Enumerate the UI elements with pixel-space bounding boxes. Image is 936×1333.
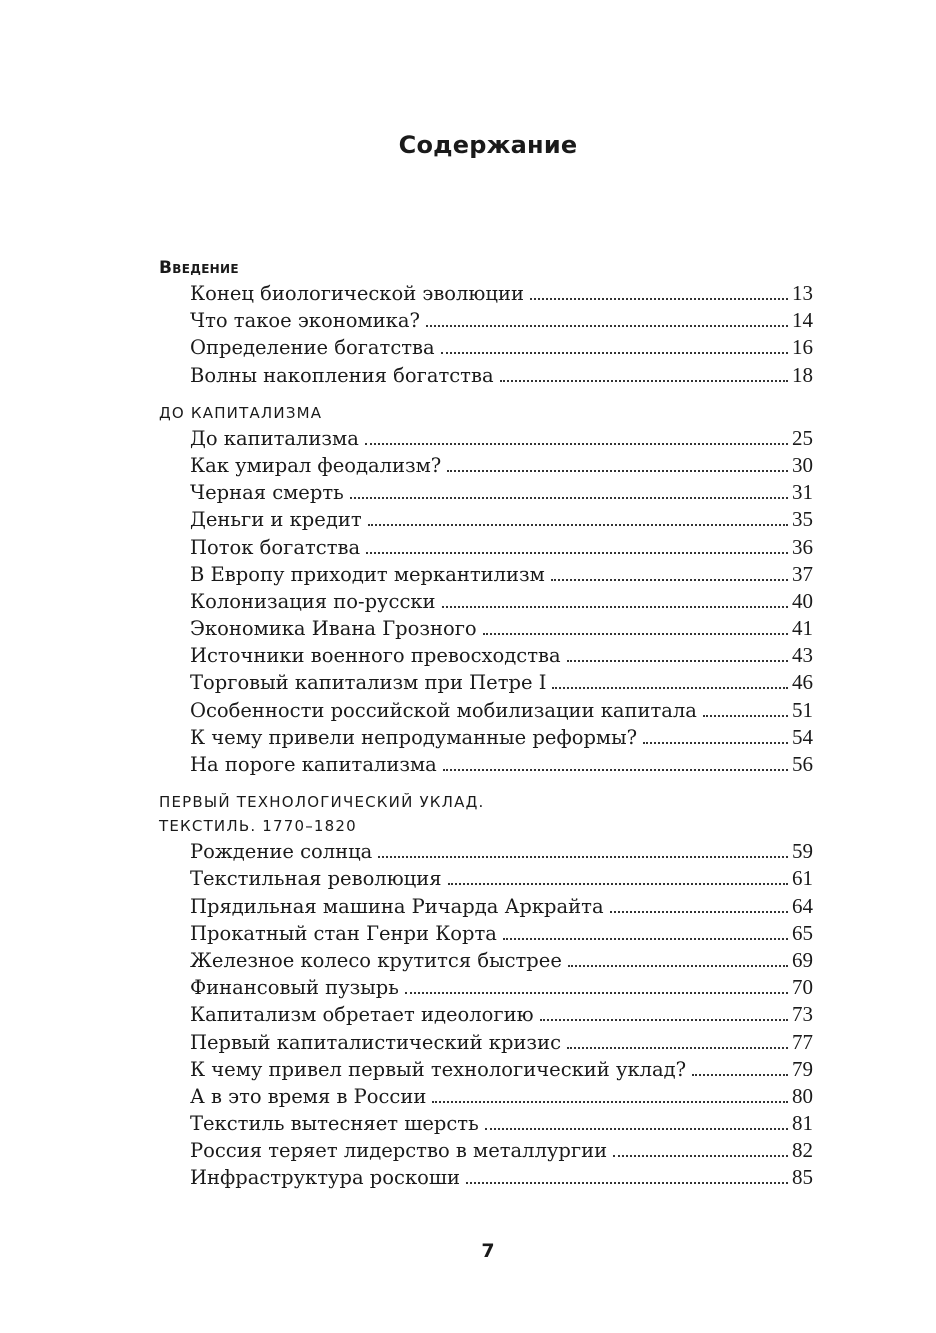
dot-leader bbox=[613, 1155, 788, 1157]
toc-entry-title: Определение богатства bbox=[190, 336, 435, 360]
toc-entry-title: А в это время в России bbox=[190, 1084, 427, 1108]
toc-entry[interactable] bbox=[159, 697, 813, 724]
section-heading-line2: ТЕКСТИЛЬ. 1770–1820 bbox=[159, 817, 357, 836]
dot-leader bbox=[703, 715, 788, 717]
toc-entry[interactable] bbox=[159, 506, 813, 533]
toc-entry-title: Текстиль вытесняет шерсть bbox=[190, 1112, 479, 1136]
toc-entry-page: 85 bbox=[792, 1165, 813, 1190]
toc-entry-title: Колонизация по-русски bbox=[190, 589, 436, 613]
toc-entry-title: Деньги и кредит bbox=[190, 508, 362, 532]
toc-entry[interactable] bbox=[159, 642, 813, 669]
toc-entry[interactable] bbox=[159, 615, 813, 642]
toc-entry-page: 65 bbox=[792, 920, 813, 945]
toc-entry[interactable] bbox=[159, 307, 813, 334]
dot-leader bbox=[448, 883, 788, 885]
toc-entry-title: Черная смерть bbox=[190, 481, 344, 505]
toc-entry-page: 14 bbox=[792, 308, 813, 333]
toc-entry-page: 79 bbox=[792, 1056, 813, 1081]
toc-entry-page: 37 bbox=[792, 561, 813, 586]
toc-entry-title: Рождение солнца bbox=[190, 840, 373, 864]
toc-entry-title: Прядильная машина Ричарда Аркрайта bbox=[190, 894, 604, 918]
dot-leader bbox=[426, 325, 788, 327]
dot-leader bbox=[466, 1182, 788, 1184]
toc-entry-page: 59 bbox=[792, 839, 813, 864]
toc-entry-page: 41 bbox=[792, 616, 813, 641]
toc-entry-page: 13 bbox=[792, 281, 813, 305]
toc-entry-page: 31 bbox=[792, 480, 813, 505]
dot-leader bbox=[530, 298, 788, 300]
section-spacer bbox=[159, 778, 813, 790]
dot-leader bbox=[503, 938, 788, 940]
toc-entry-title: В Европу приходит меркантилизм bbox=[190, 562, 545, 586]
dot-leader bbox=[378, 856, 788, 858]
dot-leader bbox=[568, 965, 788, 967]
toc-entry[interactable] bbox=[159, 669, 813, 696]
toc-entry[interactable] bbox=[159, 893, 813, 920]
toc-entry[interactable] bbox=[159, 1029, 813, 1056]
toc-entry-title: Текстильная революция bbox=[190, 867, 442, 891]
toc-entry-page: 81 bbox=[792, 1111, 813, 1136]
toc-entry[interactable] bbox=[159, 1056, 813, 1083]
toc-entry-page: 46 bbox=[792, 670, 813, 695]
dot-leader bbox=[567, 1047, 788, 1049]
toc-entry-page: 80 bbox=[792, 1083, 813, 1108]
toc-entry-page: 54 bbox=[792, 724, 813, 749]
dot-leader bbox=[610, 911, 788, 913]
toc-entry-page: 64 bbox=[792, 893, 813, 918]
toc-entry-title: Поток богатства bbox=[190, 535, 361, 559]
toc-entry-title: Как умирал феодализм? bbox=[190, 453, 442, 477]
dot-leader bbox=[483, 633, 788, 635]
toc-entry-title: Прокатный стан Генри Корта bbox=[190, 921, 497, 945]
toc-entry[interactable] bbox=[159, 838, 813, 865]
dot-leader bbox=[368, 524, 788, 526]
toc-entry-page: 61 bbox=[792, 866, 813, 891]
toc-entry[interactable] bbox=[159, 920, 813, 947]
toc-entry-page: 43 bbox=[792, 643, 813, 668]
toc-entry[interactable] bbox=[159, 865, 813, 892]
toc-entry-page: 70 bbox=[792, 975, 813, 1000]
toc-entry-page: 40 bbox=[792, 588, 813, 613]
section-heading: ДО КАПИТАЛИЗМА bbox=[159, 403, 323, 422]
dot-leader bbox=[442, 606, 788, 608]
page-title: Содержание bbox=[398, 131, 578, 159]
toc-entry[interactable] bbox=[159, 1110, 813, 1137]
toc-entry-title: Конец биологической эволюции bbox=[190, 282, 524, 305]
dot-leader bbox=[350, 497, 788, 499]
dot-leader bbox=[441, 352, 788, 354]
toc-entry-title: Экономика Ивана Грозного bbox=[190, 617, 477, 641]
toc-entry-title: Инфраструктура роскоши bbox=[190, 1166, 460, 1190]
toc-entry-title: Волны накопления богатства bbox=[190, 363, 494, 387]
toc-entry[interactable] bbox=[159, 947, 813, 974]
toc-entry-page: 25 bbox=[792, 425, 813, 450]
toc-entry[interactable] bbox=[159, 561, 813, 588]
toc-entry-title: Особенности российской мобилизации капитала bbox=[190, 698, 697, 722]
toc-entry-title: К чему привели непродуманные реформы? bbox=[190, 725, 638, 749]
toc-entry[interactable] bbox=[159, 362, 813, 389]
toc-entry[interactable] bbox=[159, 334, 813, 361]
dot-leader bbox=[500, 380, 788, 382]
dot-leader bbox=[432, 1101, 788, 1103]
toc-entry-page: 73 bbox=[792, 1002, 813, 1027]
toc-entry-page: 16 bbox=[792, 335, 813, 360]
toc-entry-title: Источники военного превосходства bbox=[190, 644, 561, 668]
toc-entry[interactable] bbox=[159, 751, 813, 778]
dot-leader bbox=[443, 769, 788, 771]
toc-entry[interactable] bbox=[159, 534, 813, 561]
toc-entry[interactable] bbox=[159, 724, 813, 751]
dot-leader bbox=[551, 579, 788, 581]
section-heading: ПЕРВЫЙ ТЕХНОЛОГИЧЕСКИЙ УКЛАД. bbox=[159, 793, 485, 812]
dot-leader bbox=[447, 470, 788, 472]
toc-entry-title: Россия теряет лидерство в металлургии bbox=[190, 1139, 608, 1163]
toc-entry[interactable] bbox=[159, 1164, 813, 1191]
section-spacer bbox=[159, 389, 813, 401]
dot-leader bbox=[366, 552, 788, 554]
dot-leader bbox=[552, 687, 788, 689]
toc-section-before-capitalism bbox=[159, 401, 813, 778]
toc-entry-page: 51 bbox=[792, 697, 813, 722]
dot-leader bbox=[405, 992, 788, 994]
dot-leader bbox=[643, 742, 788, 744]
toc-entry[interactable] bbox=[159, 974, 813, 1001]
dot-leader bbox=[567, 660, 788, 662]
page-number: 7 bbox=[481, 1240, 495, 1262]
toc-entry-page: 82 bbox=[792, 1138, 813, 1163]
toc-entry[interactable] bbox=[159, 1083, 813, 1110]
toc-entry[interactable] bbox=[159, 452, 813, 479]
toc-entry[interactable] bbox=[159, 1001, 813, 1028]
dot-leader bbox=[365, 443, 788, 445]
toc-section-first-technological-order bbox=[159, 790, 813, 1191]
toc-entry-title: До капитализма bbox=[190, 426, 359, 450]
toc-entry-title: Что такое экономика? bbox=[190, 309, 420, 333]
toc-entry-title: Железное колесо крутится быстрее bbox=[190, 948, 562, 972]
toc-entry-title: На пороге капитализма bbox=[190, 753, 437, 776]
section-heading: Введение bbox=[159, 258, 239, 278]
toc-entry-title: Финансовый пузырь bbox=[190, 976, 399, 1000]
toc-entry[interactable] bbox=[159, 280, 813, 307]
toc-entry[interactable] bbox=[159, 1137, 813, 1164]
toc-entry-page: 36 bbox=[792, 534, 813, 559]
table-of-contents bbox=[159, 256, 813, 1192]
toc-entry[interactable] bbox=[159, 425, 813, 452]
toc-entry-title: Первый капиталистический кризис bbox=[190, 1030, 561, 1054]
dot-leader bbox=[485, 1128, 788, 1130]
toc-entry-page: 30 bbox=[792, 452, 813, 477]
toc-entry-page: 35 bbox=[792, 507, 813, 532]
dot-leader bbox=[540, 1019, 788, 1021]
toc-entry[interactable] bbox=[159, 479, 813, 506]
dot-leader bbox=[692, 1074, 788, 1076]
toc-section-introduction bbox=[159, 256, 813, 389]
toc-entry-page: 69 bbox=[792, 947, 813, 972]
toc-entry-page: 77 bbox=[792, 1029, 813, 1054]
toc-entry-page: 18 bbox=[792, 362, 813, 387]
toc-entry-title: Капитализм обретает идеологию bbox=[190, 1003, 534, 1027]
toc-entry-page: 56 bbox=[792, 752, 813, 776]
toc-entry-title: К чему привел первый технологический уклад? bbox=[190, 1057, 687, 1081]
toc-entry-title: Торговый капитализм при Петре I bbox=[190, 671, 547, 695]
toc-entry[interactable] bbox=[159, 588, 813, 615]
